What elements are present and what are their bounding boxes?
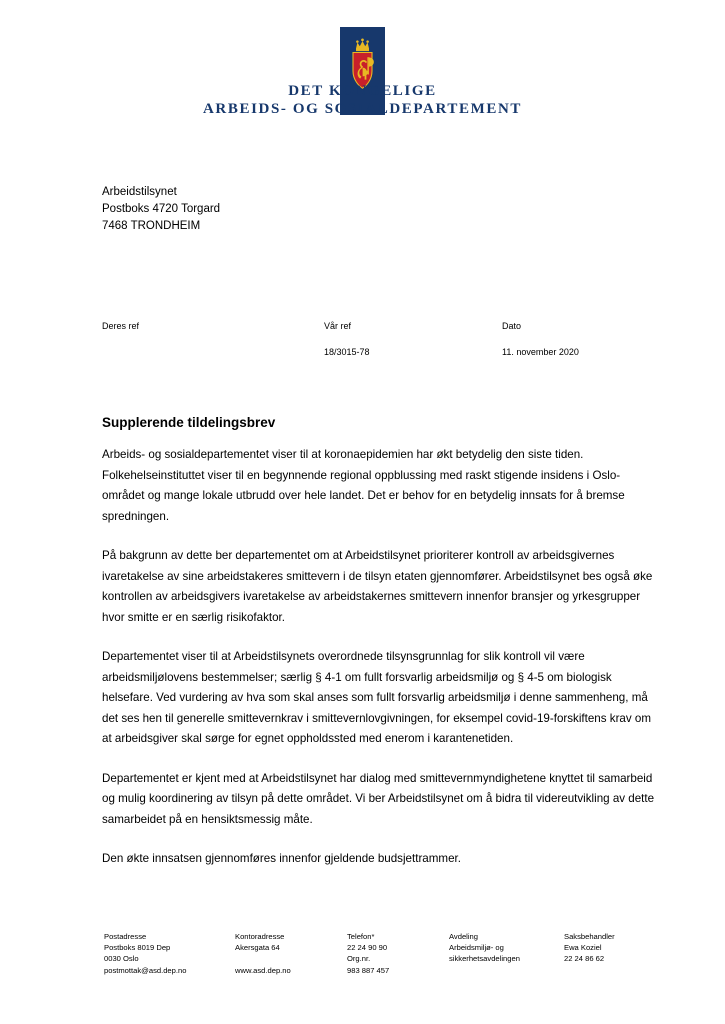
- var-ref-column: [324, 317, 370, 361]
- footer-heading: Telefon*: [347, 932, 375, 941]
- wordmark-line-2: ARBEIDS- OG SOSIALDEPARTEMENT: [203, 101, 522, 117]
- letter-paragraph: På bakgrunn av dette ber departementet om at Arbeidstilsynet prioriterer kontroll av arbeidsgivernes ivaretakelse av sine arbeidstakeres smittevern i de tilsyn etaten gjennomfører. Arbeidstilsynet bes også øke kontrollen av arbeidsgivers ivaretakelse av arbeidstakernes smittevern innenfor bransjer og yrkesgrupper hvor smitte er en særlig risikofaktor.: [102, 549, 653, 624]
- footer-line: 22 24 86 62: [564, 954, 605, 964]
- footer-column-postadresse: [104, 931, 186, 976]
- dato-value: 11. november 2020: [502, 347, 579, 357]
- footer-line: Arbeidsmiljø- og: [449, 943, 504, 953]
- footer-line: 22 24 90 90: [347, 943, 388, 953]
- dato-label: Dato: [502, 321, 522, 331]
- letter-paragraph: Departementet viser til at Arbeidstilsynets overordnede tilsynsgrunnlag for slik kontroll vil være arbeidsmiljølovens bestemmelser; særlig § 4-1 om fullt forsvarlig arbeidsmiljø og § 4-5 om biologisk helsefare. Ved vurdering av hva som skal anses som fullt forsvarlig arbeidsmiljø i denne sammenheng, må det ses hen til generelle smittevernkrav i smittevernlovgivningen, for eksempel covid-19-forskiftens krav om at arbeidsgiver skal sørge for egnet oppholdssted med enerom i karantenetiden.: [102, 650, 652, 745]
- letter-paragraph: Arbeids- og sosialdepartementet viser til at koronaepidemien har økt betydelig den siste tiden. Folkehelseinstituttet viser til en begynnende regional oppblussing med raskt stigende insidens i Oslo-området og mange lokale utbrudd over hele landet. Det er behov for en betydelig innsats for å bremse spredningen.: [102, 448, 625, 523]
- footer-column-kontoradresse: [235, 931, 291, 976]
- recipient-line-2: Postboks 4720 Torgard: [102, 203, 221, 215]
- footer-heading: Avdeling: [449, 932, 478, 941]
- footer-line: Org.nr.: [347, 954, 371, 964]
- letter-body: [102, 414, 658, 889]
- recipient-address: [102, 184, 220, 235]
- footer-website[interactable]: www.asd.dep.no: [235, 965, 291, 975]
- recipient-line-3: 7468 TRONDHEIM: [102, 220, 201, 232]
- footer-heading: Kontoradresse: [235, 932, 285, 941]
- letter-paragraph: Den økte innsatsen gjennomføres innenfor gjeldende budsjettrammer.: [102, 852, 461, 865]
- footer-column-saksbehandler: [564, 931, 615, 965]
- footer-heading: Saksbehandler: [564, 932, 615, 941]
- footer-email[interactable]: postmottak@asd.dep.no: [104, 965, 187, 975]
- var-ref-label: Vår ref: [324, 321, 352, 331]
- footer-line: Akersgata 64: [235, 943, 280, 953]
- footer-line: 983 887 457: [347, 965, 390, 975]
- footer-line: [235, 953, 291, 964]
- footer-line: Ewa Koziel: [564, 943, 602, 953]
- footer-column-avdeling: [449, 931, 520, 965]
- letter-title: Supplerende tildelingsbrev: [102, 415, 276, 430]
- footer-line: Postboks 8019 Dep: [104, 943, 171, 953]
- wordmark-line-1: DET KONGELIGE: [288, 83, 437, 99]
- letter-paragraph: Departementet er kjent med at Arbeidstilsynet har dialog med smittevernmyndighetene knyttet til samarbeid og mulig koordinering av tilsyn på dette området. Vi ber Arbeidstilsynet om å bidra til videreutvikling av dette samarbeidet på en hensiktsmessig måte.: [102, 771, 655, 826]
- department-wordmark: [0, 82, 725, 118]
- footer-line: 0030 Oslo: [104, 954, 139, 964]
- footer-line: sikkerhetsavdelingen: [449, 954, 520, 964]
- var-ref-value: 18/3015-78: [324, 347, 370, 357]
- footer-heading: Postadresse: [104, 932, 147, 941]
- deres-ref-column: [102, 317, 139, 343]
- recipient-line-1: Arbeidstilsynet: [102, 186, 177, 198]
- dato-column: [502, 317, 579, 361]
- deres-ref-label: Deres ref: [102, 321, 140, 331]
- letterhead: [0, 24, 725, 124]
- footer-column-telefon: [347, 931, 389, 976]
